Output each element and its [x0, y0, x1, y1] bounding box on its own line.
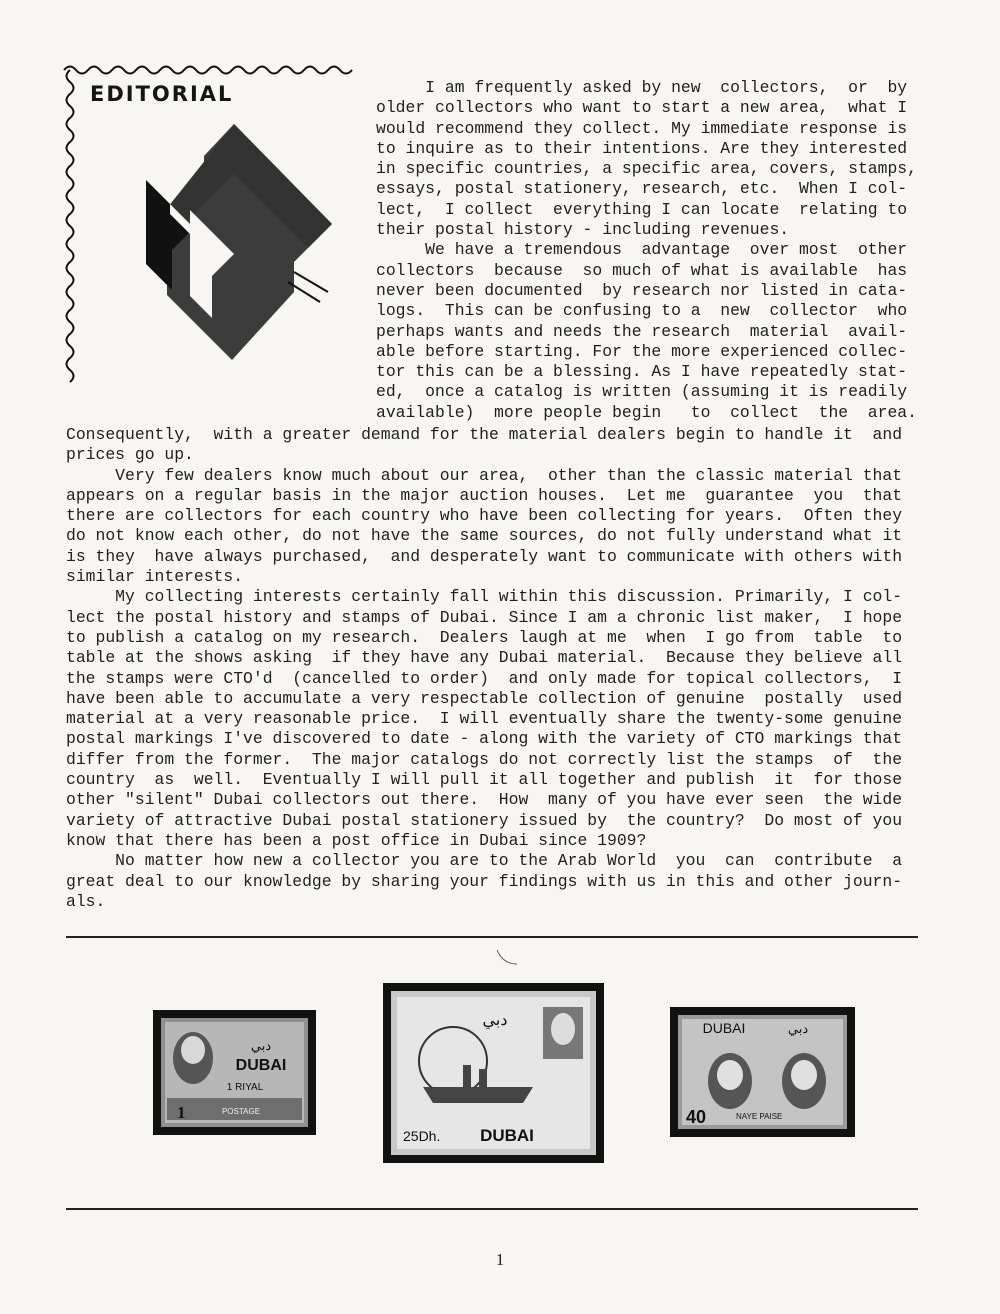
editorial-body-text: [66, 425, 902, 912]
text-line: country as well. Eventually I will pull it all together and publish it for those: [66, 770, 903, 790]
text-line: No matter how new a collector you are to the Arab World you can contribute a: [66, 851, 903, 871]
text-line: to inquire as to their intentions. Are they interested: [376, 138, 908, 158]
text-line: variety of attractive Dubai postal stationery issued by the country? Do most of you: [66, 810, 903, 830]
stamp-3-arabic: دبي: [787, 1021, 809, 1036]
text-line: in specific countries, a specific area, covers, stamps,: [376, 159, 917, 179]
text-line: lect, I collect everything I can locate relating to: [376, 199, 908, 219]
text-line: do not know each other, do not have the same sources, do not fully understand what it: [66, 526, 903, 546]
text-line: tor this can be a blessing. As I have repeatedly stat-: [376, 362, 908, 382]
text-line: material at a very reasonable price. I will eventually share the twenty-some genuine: [66, 709, 903, 729]
text-line: other "silent" Dubai collectors out there. How many of you have ever seen the wide: [66, 790, 903, 810]
text-line: Consequently, with a greater demand for the material dealers begin to handle it and: [66, 425, 903, 444]
page-number: 1: [495, 1250, 505, 1269]
text-line: available) more people begin to collect the area.: [376, 402, 917, 422]
text-line: essays, postal stationery, research, etc. When I col-: [376, 179, 908, 199]
stamp-1-denomination: 1 RIYAL: [226, 1082, 264, 1093]
text-line: know that there has been a post office in Dubai since 1909?: [66, 830, 647, 850]
text-line: similar interests.: [66, 567, 244, 587]
stamp-1-value: 1: [177, 1103, 186, 1122]
text-line: I am frequently asked by new collectors, or by: [376, 78, 908, 97]
stamp-1-arabic: دبي: [250, 1038, 272, 1053]
stamp-2: [383, 983, 604, 1163]
text-line: als.: [66, 891, 106, 911]
text-line: to publish a catalog on my research. Dealers laugh at me when I go from table to: [66, 627, 903, 647]
text-line: ed, once a catalog is written (assuming it is readily: [376, 382, 908, 402]
text-line: Very few dealers know much about our area, other than the classic material that: [66, 465, 903, 485]
stamp-1-caption: POSTAGE: [221, 1107, 261, 1116]
text-line: great deal to our knowledge by sharing your findings with us in this and other journ-: [66, 871, 903, 891]
text-line: We have a tremendous advantage over most other: [376, 240, 908, 260]
text-line: there are collectors for each country who have been collecting for years. Often they: [66, 506, 903, 526]
editorial-title: EDITORIAL: [90, 82, 234, 106]
stamp-3-denomination: NAYE PAISE: [736, 1112, 783, 1121]
editorial-intro-text: [376, 78, 917, 423]
text-line: lect the postal history and stamps of Dubai. Since I am a chronic list maker, I hope: [66, 607, 903, 627]
stamp-3: [670, 1007, 855, 1137]
editorial-logo-icon: [62, 60, 362, 395]
stamp-3-country: DUBAI: [702, 1020, 746, 1036]
stamp-2-country: DUBAI: [480, 1126, 534, 1145]
text-line: is they have always purchased, and desperately want to communicate with others with: [66, 546, 903, 566]
stamp-2-arabic: دبي: [482, 1012, 508, 1029]
text-line: prices go up.: [66, 445, 194, 465]
text-line: have been able to accumulate a very respectable collection of genuine postally used: [66, 688, 903, 708]
text-line: logs. This can be confusing to a new collector who: [376, 301, 908, 321]
stamp-1-country: DUBAI: [235, 1057, 287, 1074]
editorial-header-box: [62, 60, 362, 395]
text-line: never been documented by research nor listed in cata-: [376, 280, 908, 300]
text-line: appears on a regular basis in the major auction houses. Let me guarantee you that: [66, 485, 903, 505]
stamp-1: [153, 1010, 316, 1135]
top-divider-rule: [66, 936, 918, 938]
text-line: able before starting. For the more experienced collec-: [376, 341, 908, 361]
text-line: older collectors who want to start a new area, what I: [376, 98, 908, 118]
text-line: postal markings I've discovered to date - along with the variety of CTO markings that: [66, 729, 903, 749]
text-line: their postal history - including revenues.: [376, 220, 790, 240]
text-line: My collecting interests certainly fall within this discussion. Primarily, I col-: [66, 587, 903, 607]
bottom-divider-rule: [66, 1208, 918, 1210]
pen-mark-icon: [495, 948, 519, 968]
stamp-2-value: 25Dh.: [403, 1128, 441, 1144]
text-line: table at the shows asking if they have any Dubai material. Because they believe all: [66, 648, 903, 668]
stamp-3-value: 40: [686, 1107, 707, 1127]
text-line: perhaps wants and needs the research material avail-: [376, 321, 908, 341]
text-line: differ from the former. The major catalogs do not correctly list the stamps of the: [66, 749, 903, 769]
text-line: collectors because so much of what is available has: [376, 260, 908, 280]
text-line: would recommend they collect. My immediate response is: [376, 118, 908, 138]
text-line: the stamps were CTO'd (cancelled to order) and only made for topical collectors, I: [66, 668, 903, 688]
